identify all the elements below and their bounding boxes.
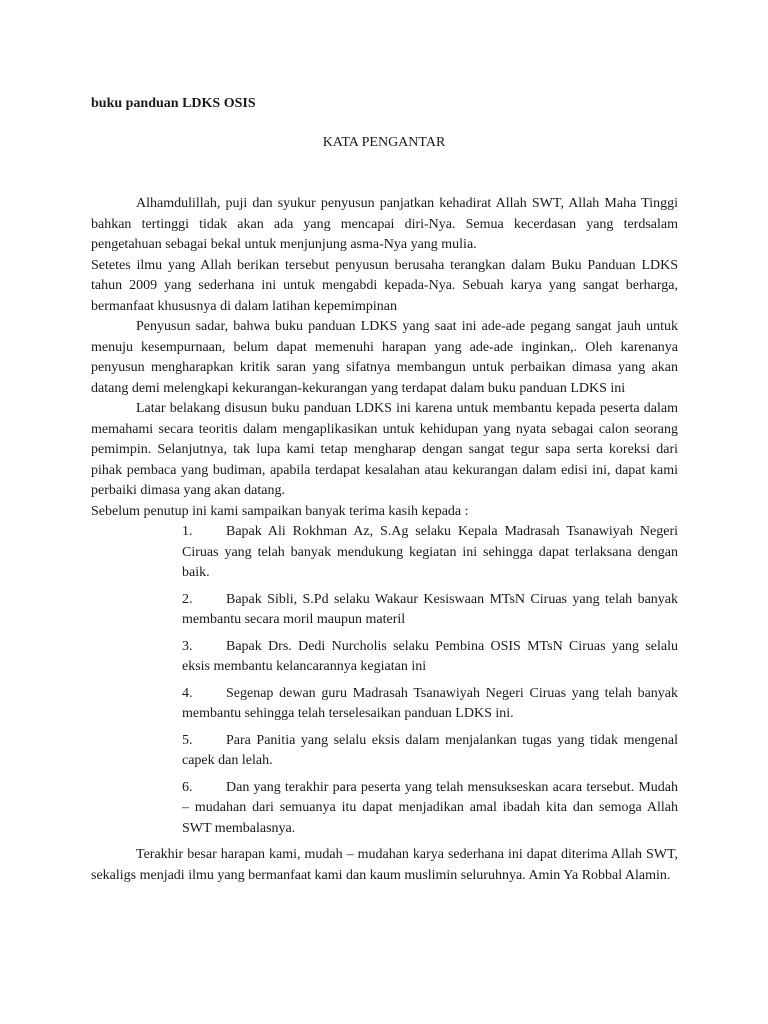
list-number: 3. bbox=[182, 638, 193, 654]
list-number: 4. bbox=[182, 685, 193, 701]
list-text: Bapak Drs. Dedi Nurcholis selaku Pembina OSIS MTsN Ciruas yang selalu eksis membantu kelancarannya kegiatan ini bbox=[182, 638, 678, 674]
list-item bbox=[182, 684, 678, 725]
list-text: Dan yang terakhir para peserta yang telah mensukseskan acara tersebut. Mudah – mudahan dari semuanya itu dapat menjadikan amal ibadah kita dan semoga Allah SWT membalasnya. bbox=[182, 779, 678, 836]
list-item bbox=[182, 590, 678, 631]
list-text: Bapak Sibli, S.Pd selaku Wakaur Kesiswaan MTsN Ciruas yang telah banyak membantu secara moril maupun materil bbox=[182, 591, 678, 627]
list-item bbox=[182, 522, 678, 584]
document-title: buku panduan LDKS OSIS bbox=[91, 96, 256, 111]
thanks-list bbox=[91, 522, 678, 839]
section-heading: KATA PENGANTAR bbox=[322, 135, 446, 150]
list-item bbox=[182, 778, 678, 840]
list-item bbox=[182, 637, 678, 678]
paragraph: Latar belakang disusun buku panduan LDKS ini karena untuk membantu kepada peserta dalam memahami secara teoritis dalam mengaplikasikan untuk kehidupan yang nyata sebagai calon seorang pemimpin. Selanjutnya, tak lupa kami tetap mengharap dengan sangat tegur sapa serta koreksi dari pihak pembaca yang budiman, apabila terdapat kesalahan atau kekurangan dalam edisi ini, dapat kami perbaiki dimasa yang akan datang. bbox=[91, 401, 678, 498]
paragraph: Sebelum penutup ini kami sampaikan banyak terima kasih kepada : bbox=[91, 503, 469, 519]
list-text: Segenap dewan guru Madrasah Tsanawiyah Negeri Ciruas yang telah banyak membantu sehingga telah terselesaikan panduan LDKS ini. bbox=[182, 685, 678, 721]
list-number: 5. bbox=[182, 732, 193, 748]
document-body bbox=[91, 194, 678, 886]
paragraph: Setetes ilmu yang Allah berikan tersebut penyusun berusaha terangkan dalam Buku Panduan LDKS tahun 2009 yang sederhana ini untuk mengabdi kepada-Nya. Sebuah karya yang sangat berharga, bermanfaat khususnya di dalam latihan kepemimpinan bbox=[91, 257, 678, 314]
list-item bbox=[182, 731, 678, 772]
list-text: Para Panitia yang selalu eksis dalam menjalankan tugas yang tidak mengenal capek dan lelah. bbox=[182, 732, 678, 768]
closing-paragraph: Terakhir besar harapan kami, mudah – mudahan karya sederhana ini dapat diterima Allah SWT, sekaligs menjadi ilmu yang bermanfaat kami dan kaum muslimin seluruhnya. Amin Ya Robbal Alamin. bbox=[91, 847, 678, 883]
list-number: 1. bbox=[182, 524, 193, 539]
list-number: 2. bbox=[182, 591, 193, 607]
list-text: Bapak Ali Rokhman Az, S.Ag selaku Kepala Madrasah Tsanawiyah Negeri Ciruas yang telah banyak mendukung kegiatan ini sehingga dapat terlaksana dengan baik. bbox=[182, 524, 678, 580]
paragraph: Alhamdulillah, puji dan syukur penyusun panjatkan kehadirat Allah SWT, Allah Maha Tinggi bahkan tertinggi tidak akan ada yang mencapai diri-Nya. Semua kecerdasan yang terdsalam pengetahuan sebagai bekal untuk menjunjung asma-Nya yang mulia. bbox=[91, 196, 678, 252]
paragraph: Penyusun sadar, bahwa buku panduan LDKS yang saat ini ade-ade pegang sangat jauh untuk menuju kesempurnaan, belum dapat memenuhi harapan yang ade-ade inginkan,. Oleh karenanya penyusun mengharapkan kritik saran yang sifatnya membangun untuk perbaikan dimasa yang akan datang demi melengkapi kekurangan-kekurangan yang terdapat dalam buku panduan LDKS ini bbox=[91, 319, 678, 396]
list-number: 6. bbox=[182, 779, 193, 795]
